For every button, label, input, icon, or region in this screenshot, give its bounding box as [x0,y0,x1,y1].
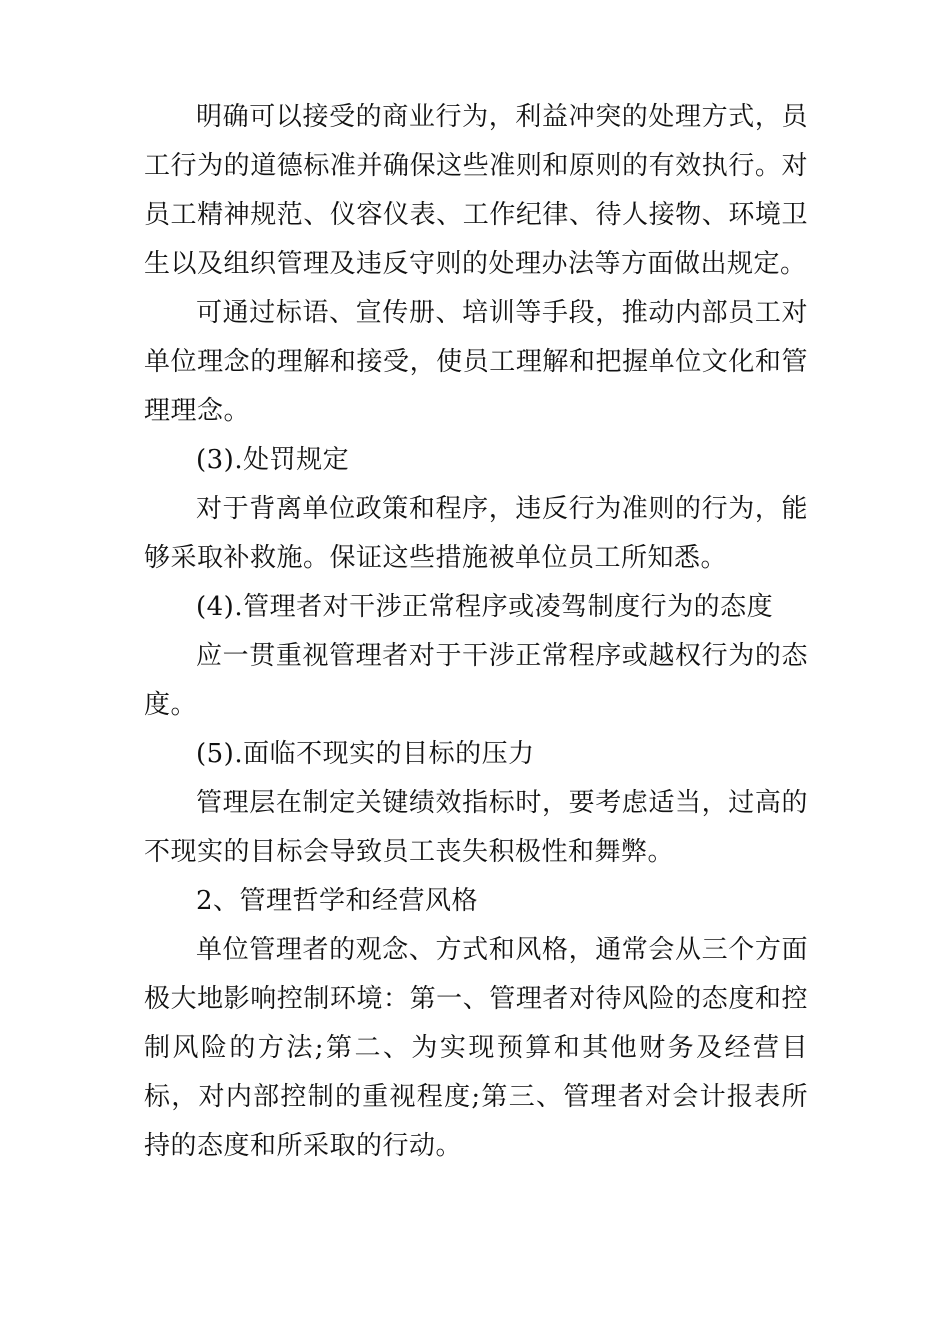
paragraph-unrealistic-targets: 管理层在制定关键绩效指标时，要考虑适当，过高的不现实的目标会导致员工丧失积极性和舞弊。 [144,788,808,867]
heading-management-attitude: (4).管理者对干涉正常程序或凌驾制度行为的态度 [196,592,774,622]
heading-unrealistic-targets: (5).面临不现实的目标的压力 [196,739,535,769]
paragraph-code-of-conduct: 明确可以接受的商业行为，利益冲突的处理方式，员工行为的道德标准并确保这些准则和原则的有效执行。对员工精神规范、仪容仪表、工作纪律、待人接物、环境卫生以及组织管理及违反守则的处理办法等方面做出规定。 [144,102,808,279]
paragraph-penalty-rules: 对于背离单位政策和程序，违反行为准则的行为，能够采取补救施。保证这些措施被单位员工所知悉。 [144,494,808,573]
paragraph-management-attitude: 应一贯重视管理者对于干涉正常程序或越权行为的态度。 [144,641,808,720]
paragraph-promotion-methods: 可通过标语、宣传册、培训等手段，推动内部员工对单位理念的理解和接受，使员工理解和把握单位文化和管理理念。 [144,298,808,426]
document-body [144,93,808,1171]
heading-penalty-rules: (3).处罚规定 [196,445,350,475]
heading-management-philosophy: 2、管理哲学和经营风格 [196,886,479,916]
paragraph-management-philosophy: 单位管理者的观念、方式和风格，通常会从三个方面极大地影响控制环境：第一、管理者对待风险的态度和控制风险的方法;第二、为实现预算和其他财务及经营目标，对内部控制的重视程度;第三、管理者对会计报表所持的态度和所采取的行动。 [144,935,808,1161]
